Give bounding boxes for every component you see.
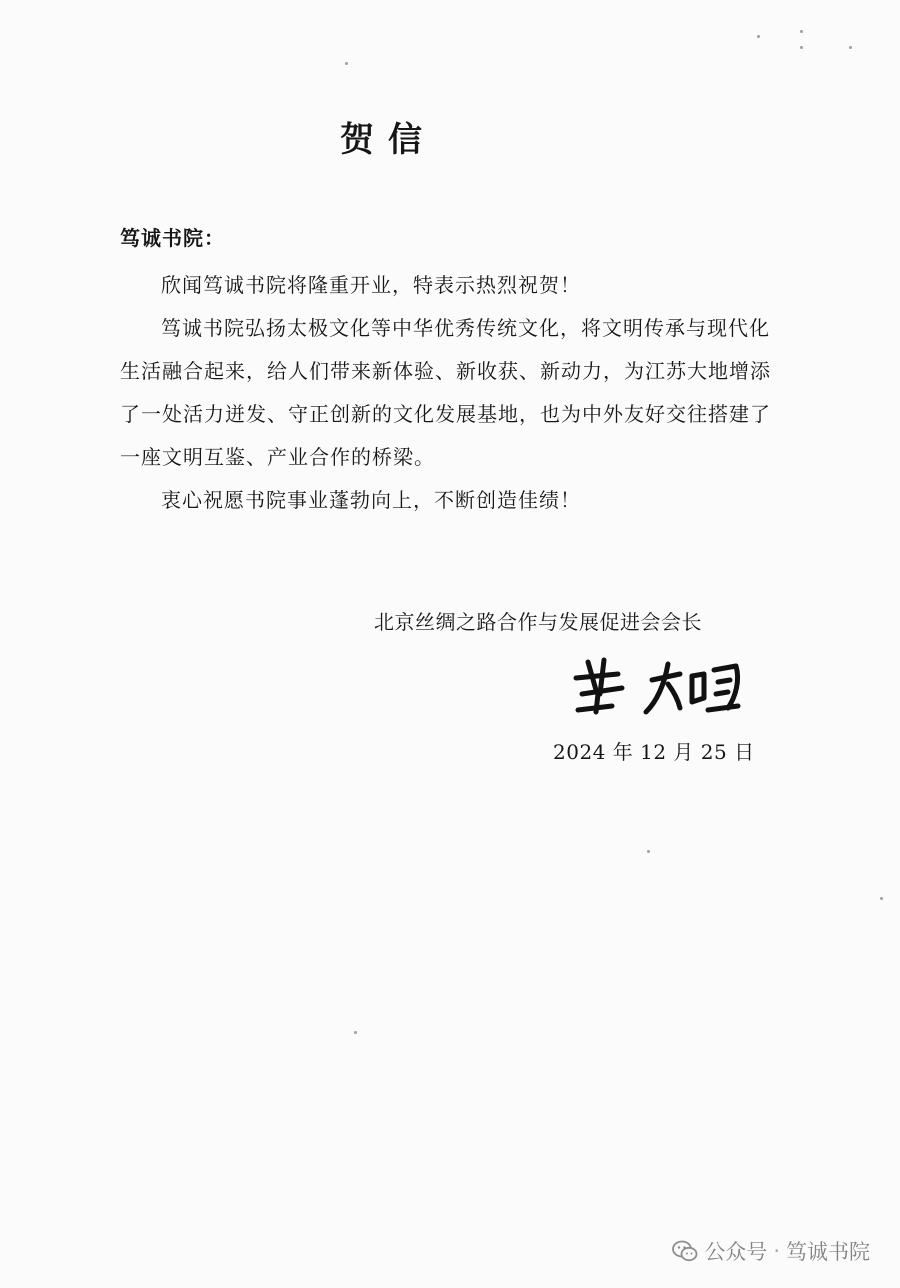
scan-speck <box>880 897 883 900</box>
scan-speck <box>354 1031 357 1034</box>
paragraph-body: 笃诚书院弘扬太极文化等中华优秀传统文化，将文明传承与现代化生活融合起来，给人们带来新体验、新收获、新动力，为江苏大地增添了一处活力迸发、守正创新的文化发展基地，也为中外友好交往搭建了一座文明互鉴、产业合作的桥梁。 <box>120 316 771 469</box>
scan-speck <box>757 35 760 38</box>
scan-speck <box>345 62 348 65</box>
scan-speck <box>800 46 803 49</box>
handwritten-signature <box>568 650 748 720</box>
watermark-account-name: 笃诚书院 <box>786 1240 870 1264</box>
scan-speck <box>647 850 650 853</box>
wechat-watermark <box>672 1236 870 1266</box>
salutation: 笃诚书院： <box>120 226 225 250</box>
letter-title: 贺信 <box>340 120 436 160</box>
letter-date: 2024 年 12 月 25 日 <box>553 740 755 764</box>
scan-speck <box>800 30 803 33</box>
paragraph-wishes: 衷心祝愿书院事业蓬勃向上，不断创造佳绩！ <box>161 488 581 512</box>
wechat-icon <box>672 1240 698 1262</box>
scan-speck <box>849 46 852 49</box>
watermark-separator: · <box>773 1239 780 1263</box>
paragraph-congratulation: 欣闻笃诚书院将隆重开业，特表示热烈祝贺！ <box>161 273 581 297</box>
sender-organization: 北京丝绸之路合作与发展促进会会长 <box>374 610 702 634</box>
watermark-source-label: 公众号 <box>704 1240 768 1264</box>
